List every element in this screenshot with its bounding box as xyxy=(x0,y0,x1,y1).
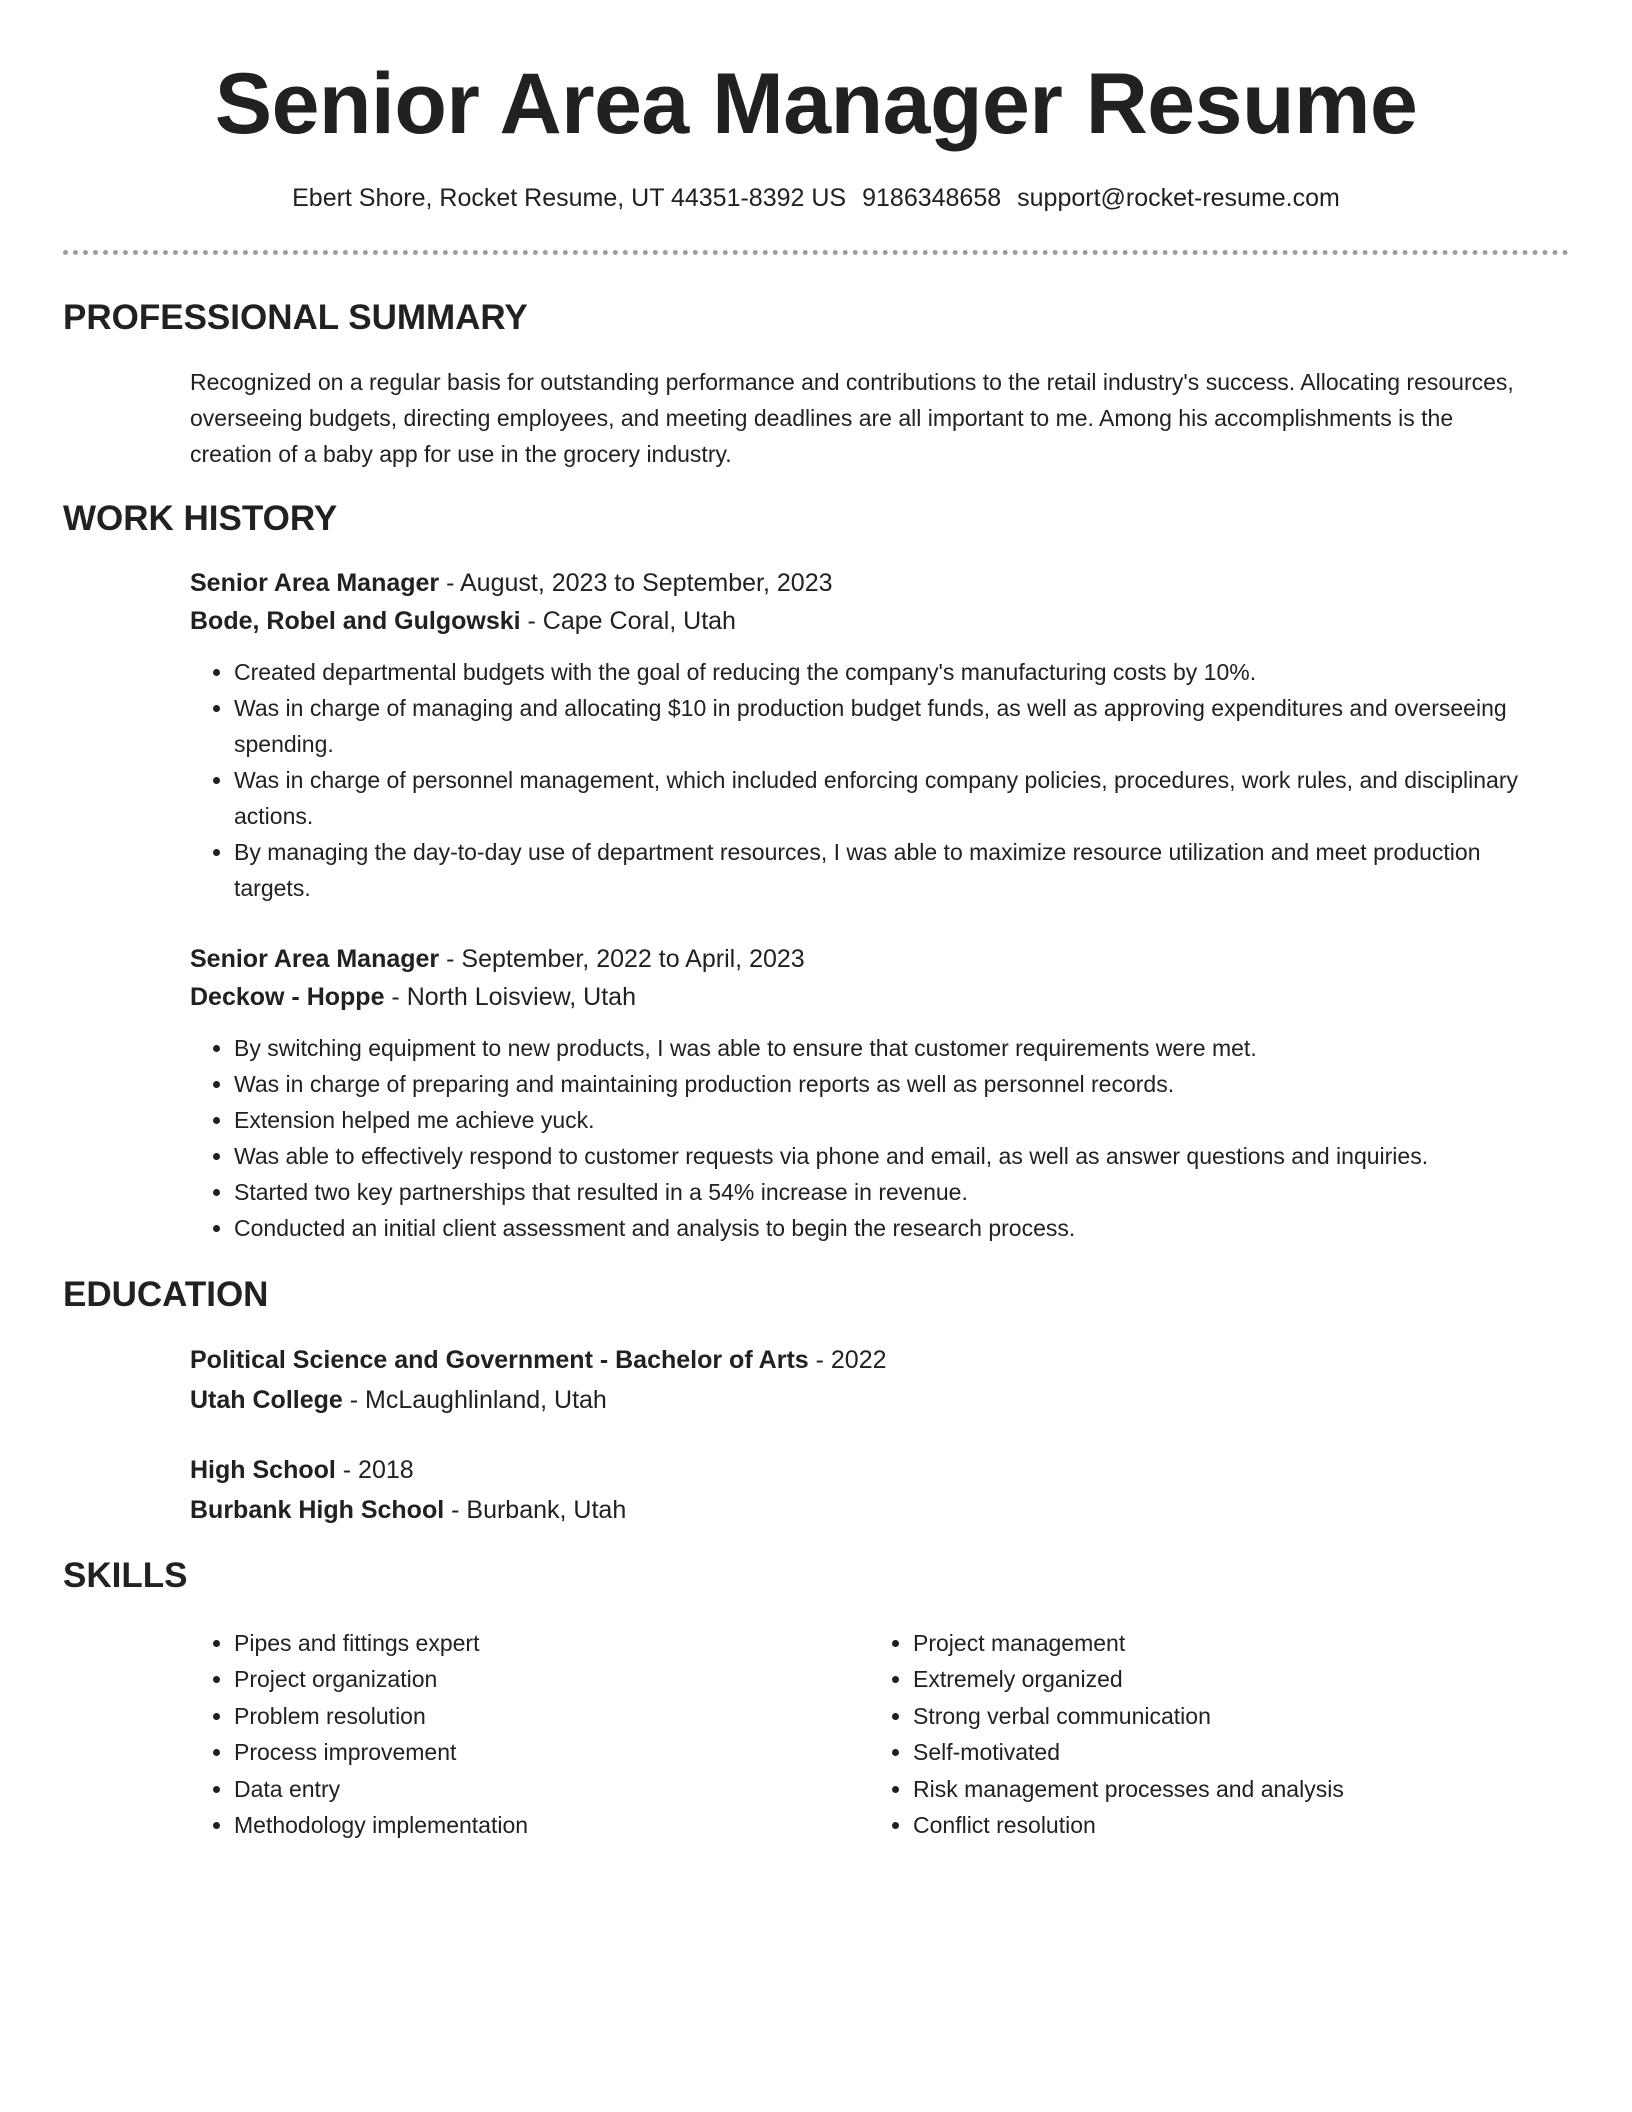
job-bullet: • Was able to effectively respond to customer requests via phone and email, as well as answer questions and inquiries. xyxy=(234,1138,1530,1174)
contact-line xyxy=(0,180,1632,216)
job-entry xyxy=(190,564,1530,906)
job-bullet: • By managing the day-to-day use of department resources, I was able to maximize resource utilization and meet production targets. xyxy=(234,834,1530,906)
job-bullet: • Started two key partnerships that resulted in a 54% increase in revenue. xyxy=(234,1174,1530,1210)
education-degree: Political Science and Government - Bachelor of Arts xyxy=(190,1346,809,1374)
skill-item: • Methodology implementation xyxy=(234,1807,830,1843)
job-dates: - September, 2022 to April, 2023 xyxy=(439,945,805,973)
job-bullets xyxy=(190,1030,1530,1246)
job-location: - North Loisview, Utah xyxy=(384,983,636,1011)
education-year: - 2022 xyxy=(808,1346,887,1374)
job-bullet: • Extension helped me achieve yuck. xyxy=(234,1102,1530,1138)
job-entry xyxy=(190,940,1530,1246)
skill-item: • Risk management processes and analysis xyxy=(913,1771,1509,1807)
education-entry xyxy=(190,1340,1530,1420)
skills-list xyxy=(190,1625,830,1843)
job-company-line xyxy=(190,978,1530,1016)
summary-text: Recognized on a regular basis for outstanding performance and contributions to the retail industry's success. Allocating resources, overseeing budgets, directing employees, and meeting deadlines are all important to me. Among his accomplishments is the creation of a baby app for use in the grocery industry. xyxy=(190,369,1514,467)
skills-column-right xyxy=(869,1625,1509,1843)
job-location: - Cape Coral, Utah xyxy=(520,607,736,635)
education-heading: EDUCATION xyxy=(63,1275,269,1314)
job-bullet: • Was in charge of managing and allocating $10 in production budget funds, as well as approving expenditures and overseeing spending. xyxy=(234,690,1530,762)
skill-item: • Data entry xyxy=(234,1771,830,1807)
education-school: Burbank High School xyxy=(190,1496,445,1524)
education-location: - McLaughlinland, Utah xyxy=(342,1386,607,1414)
job-title-line xyxy=(190,564,1530,602)
contact-email: support@rocket-resume.com xyxy=(1017,184,1340,212)
education-degree-line xyxy=(190,1450,1530,1490)
summary-heading: PROFESSIONAL SUMMARY xyxy=(63,298,528,337)
education-school: Utah College xyxy=(190,1386,343,1414)
job-bullet: • Was in charge of personnel management, which included enforcing company policies, procedures, work rules, and disciplinary actions. xyxy=(234,762,1530,834)
job-bullet: • Conducted an initial client assessment and analysis to begin the research process. xyxy=(234,1210,1530,1246)
skill-item: • Process improvement xyxy=(234,1734,830,1770)
job-company: Deckow - Hoppe xyxy=(190,983,385,1011)
contact-address: Ebert Shore, Rocket Resume, UT 44351-8392 US xyxy=(292,184,847,212)
skill-item: • Extremely organized xyxy=(913,1661,1509,1697)
education-degree-line xyxy=(190,1340,1530,1380)
skill-item: • Self-motivated xyxy=(913,1734,1509,1770)
job-title-line xyxy=(190,940,1530,978)
education-entry xyxy=(190,1450,1530,1530)
job-company: Bode, Robel and Gulgowski xyxy=(190,607,521,635)
skills-heading: SKILLS xyxy=(63,1556,188,1595)
education-location: - Burbank, Utah xyxy=(444,1496,627,1524)
skill-item: • Pipes and fittings expert xyxy=(234,1625,830,1661)
education-school-line xyxy=(190,1380,1530,1420)
skills-list xyxy=(869,1625,1509,1843)
job-bullet: • Created departmental budgets with the goal of reducing the company's manufacturing costs by 10%. xyxy=(234,654,1530,690)
skill-item: • Strong verbal communication xyxy=(913,1698,1509,1734)
contact-phone: 9186348658 xyxy=(862,184,1002,212)
job-bullet: • By switching equipment to new products, I was able to ensure that customer requirements were met. xyxy=(234,1030,1530,1066)
work-heading: WORK HISTORY xyxy=(63,499,338,538)
job-bullets xyxy=(190,654,1530,906)
skills-column-left xyxy=(190,1625,830,1843)
header-divider xyxy=(63,250,1569,255)
job-company-line xyxy=(190,602,1530,640)
job-title: Senior Area Manager xyxy=(190,569,440,597)
skill-item: • Problem resolution xyxy=(234,1698,830,1734)
skill-item: • Project organization xyxy=(234,1661,830,1697)
education-degree: High School xyxy=(190,1456,336,1484)
job-title: Senior Area Manager xyxy=(190,945,440,973)
job-bullet: • Was in charge of preparing and maintaining production reports as well as personnel records. xyxy=(234,1066,1530,1102)
education-year: - 2018 xyxy=(335,1456,414,1484)
resume-title: Senior Area Manager Resume xyxy=(214,56,1418,152)
skill-item: • Conflict resolution xyxy=(913,1807,1509,1843)
education-school-line xyxy=(190,1490,1530,1530)
skill-item: • Project management xyxy=(913,1625,1509,1661)
job-dates: - August, 2023 to September, 2023 xyxy=(439,569,833,597)
summary-section xyxy=(190,364,1530,472)
